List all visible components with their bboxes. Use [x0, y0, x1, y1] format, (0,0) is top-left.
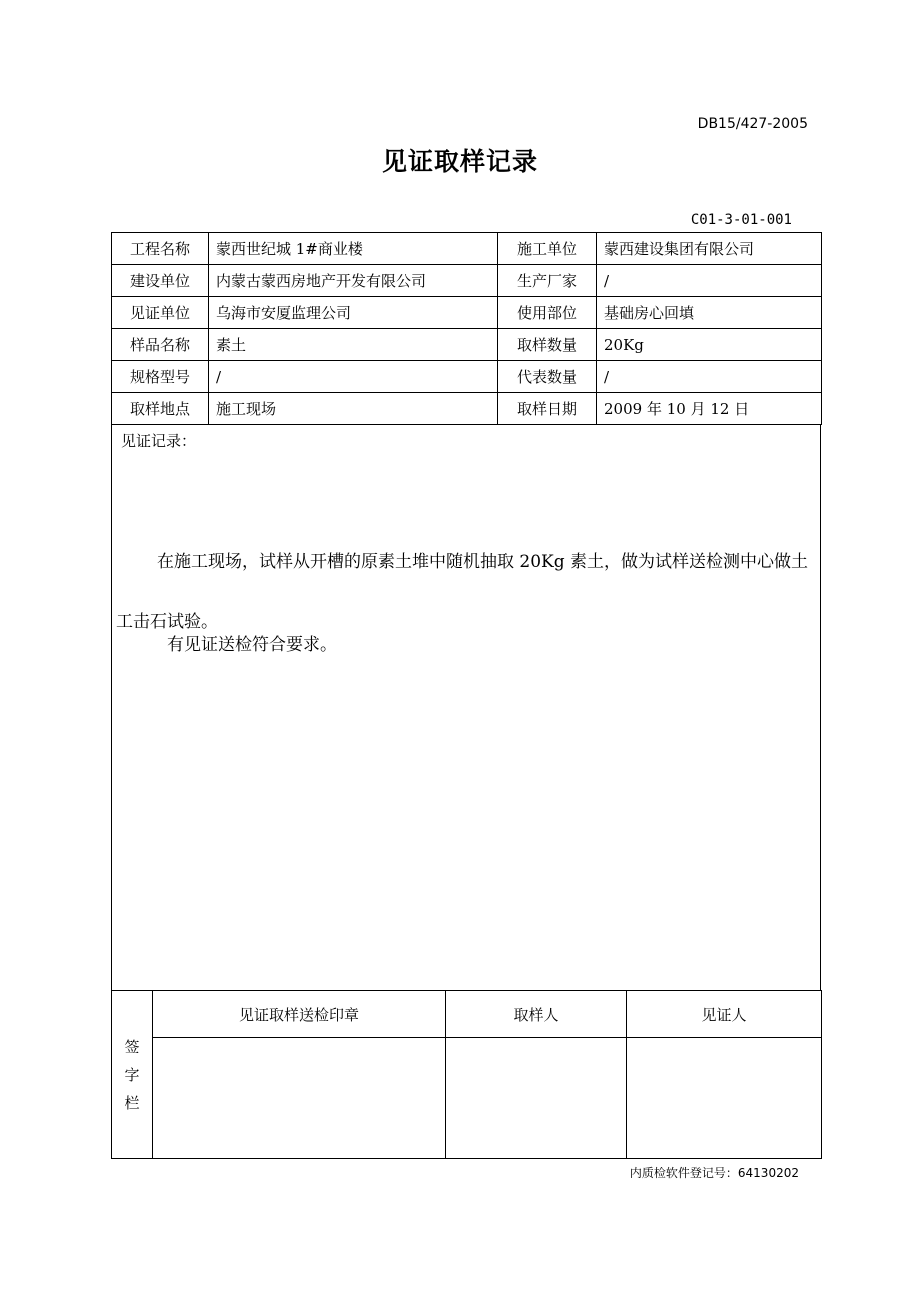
standard-code: DB15/427-2005 — [697, 116, 808, 132]
table-row — [112, 393, 822, 425]
table-row — [112, 233, 822, 265]
table-row — [112, 1038, 822, 1159]
witness-unit-value: 乌海市安厦监理公司 — [209, 297, 498, 329]
sample-quantity-label: 取样数量 — [498, 329, 597, 361]
sample-quantity-value: 20Kg — [597, 329, 822, 361]
page-title: 见证取样记录 — [381, 147, 538, 176]
witness-column-header: 见证人 — [627, 991, 822, 1038]
owner-unit-value: 内蒙古蒙西房地产开发有限公司 — [209, 265, 498, 297]
seal-cell — [153, 1038, 446, 1159]
construction-unit-value: 蒙西建设集团有限公司 — [597, 233, 822, 265]
table-row — [112, 991, 822, 1038]
witness-signature-cell — [627, 1038, 822, 1159]
table-row — [112, 265, 822, 297]
table-row — [112, 361, 822, 393]
sampling-date-label: 取样日期 — [498, 393, 597, 425]
represented-quantity-label: 代表数量 — [498, 361, 597, 393]
table-row — [112, 297, 822, 329]
sampling-location-value: 施工现场 — [209, 393, 498, 425]
manufacturer-value: / — [597, 265, 822, 297]
manufacturer-label: 生产厂家 — [498, 265, 597, 297]
sampling-date-value: 2009 年 10 月 12 日 — [597, 393, 822, 425]
witness-unit-label: 见证单位 — [112, 297, 209, 329]
usage-part-value: 基础房心回填 — [597, 297, 822, 329]
registration-number: 内质检软件登记号：64130202 — [629, 1166, 799, 1180]
signature-side-label: 签 字 栏 — [112, 991, 153, 1159]
represented-quantity-value: / — [597, 361, 822, 393]
spec-model-value: / — [209, 361, 498, 393]
witness-record-conclusion: 有见证送检符合要求。 — [167, 635, 337, 655]
sample-name-value: 素土 — [209, 329, 498, 361]
sampler-signature-cell — [446, 1038, 627, 1159]
usage-part-label: 使用部位 — [498, 297, 597, 329]
owner-unit-label: 建设单位 — [112, 265, 209, 297]
witness-record-paragraph: 在施工现场，试样从开槽的原素土堆中随机抽取 20Kg 素土，做为试样送检测中心做土工击石试验。 — [116, 552, 809, 632]
witness-record-label: 见证记录： — [121, 432, 197, 450]
construction-unit-label: 施工单位 — [498, 233, 597, 265]
spec-model-label: 规格型号 — [112, 361, 209, 393]
form-number: C01-3-01-001 — [690, 212, 792, 228]
sampling-location-label: 取样地点 — [112, 393, 209, 425]
project-name-label: 工程名称 — [112, 233, 209, 265]
sampler-column-header: 取样人 — [446, 991, 627, 1038]
witness-record-box — [111, 425, 821, 991]
signature-table — [111, 990, 822, 1159]
sample-name-label: 样品名称 — [112, 329, 209, 361]
seal-column-header: 见证取样送检印章 — [153, 991, 446, 1038]
project-name-value: 蒙西世纪城 1#商业楼 — [209, 233, 498, 265]
info-table — [111, 232, 822, 425]
table-row — [112, 329, 822, 361]
